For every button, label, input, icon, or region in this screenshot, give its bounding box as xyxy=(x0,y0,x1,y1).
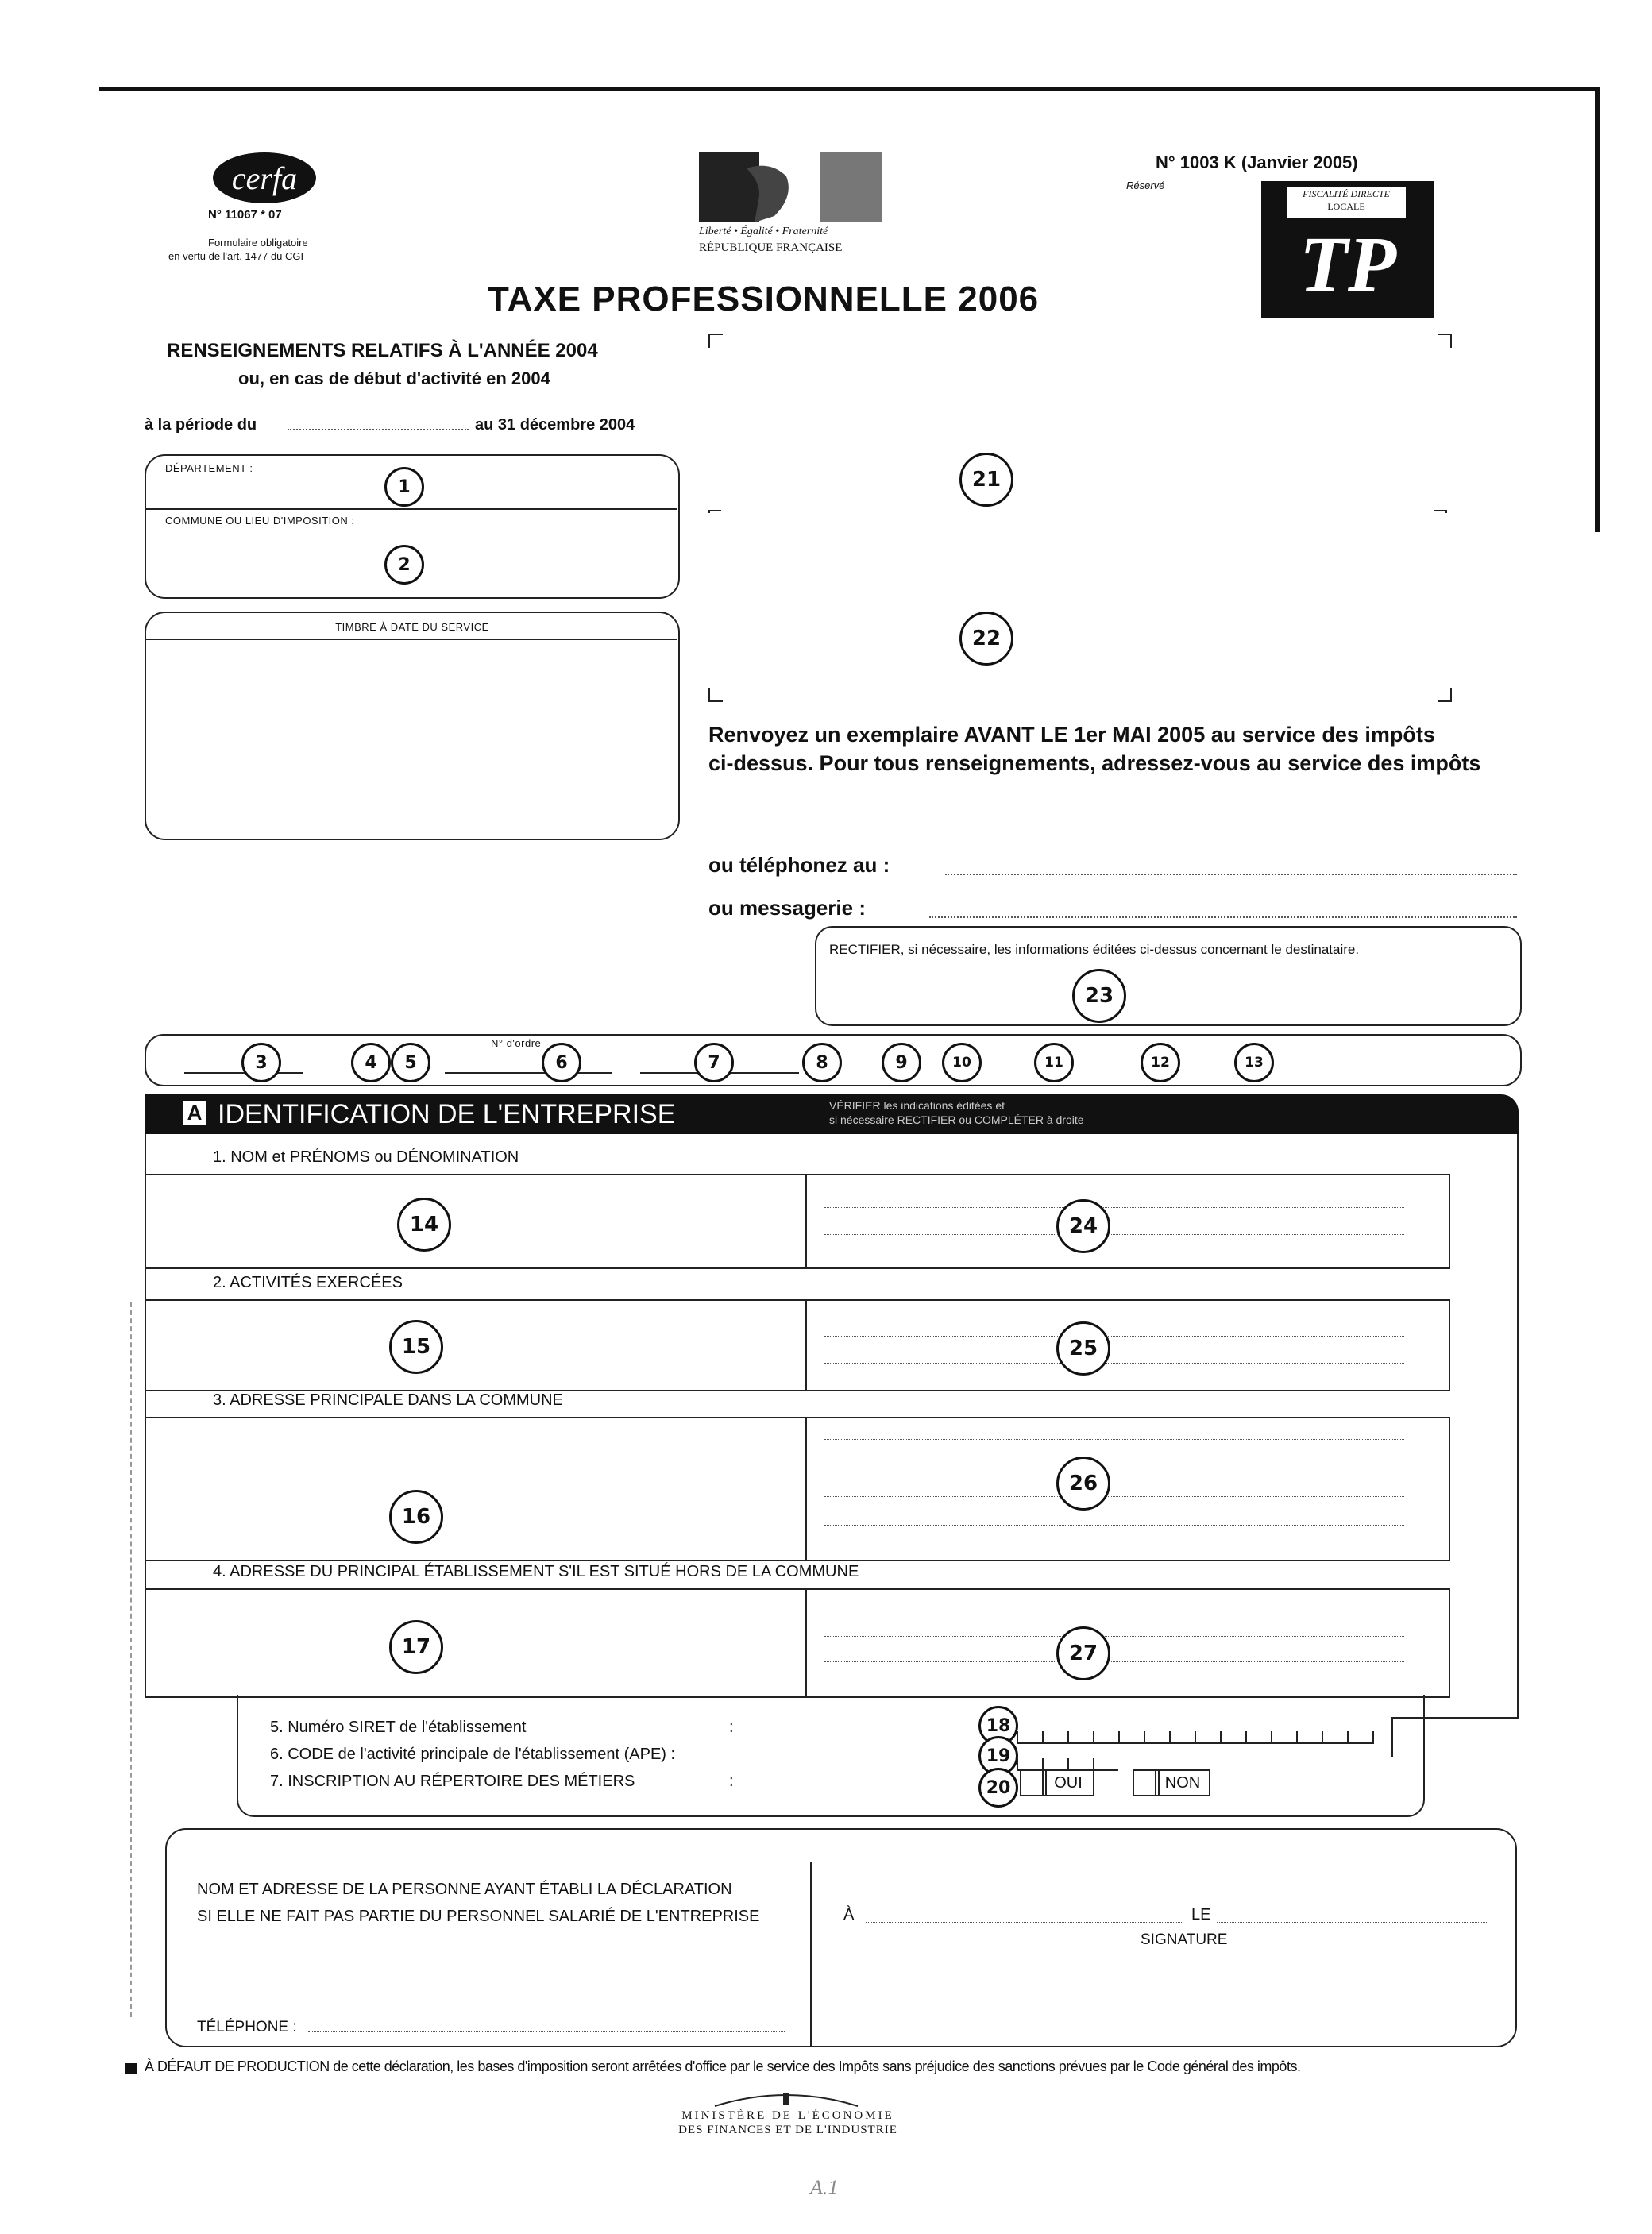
section-a-title: IDENTIFICATION DE L'ENTREPRISE xyxy=(218,1099,676,1129)
ordre-label: N° d'ordre xyxy=(488,1037,544,1049)
corner-bottom-left xyxy=(708,688,723,702)
field-number-10: 10 xyxy=(942,1043,982,1082)
q5-colon: : xyxy=(729,1719,734,1736)
departement-divider xyxy=(146,508,677,510)
ministere-logo xyxy=(699,2089,874,2108)
q2-divider xyxy=(805,1301,807,1390)
period-start-field[interactable] xyxy=(288,429,469,430)
corner-top-left xyxy=(708,334,723,348)
field-number-15: 15 xyxy=(389,1320,443,1374)
telephone-field[interactable] xyxy=(945,874,1517,875)
field-number-17: 17 xyxy=(389,1620,443,1674)
cerfa-logo-text: cerfa xyxy=(231,160,298,196)
q2-right-line-1[interactable] xyxy=(824,1336,1404,1337)
timbre-divider xyxy=(146,639,677,640)
q3-right-line-1[interactable] xyxy=(824,1439,1404,1440)
q3-divider xyxy=(805,1418,807,1560)
q4-label: 4. ADRESSE DU PRINCIPAL ÉTABLISSEMENT S'IL EST SITUÉ HORS DE LA COMMUNE xyxy=(213,1563,859,1580)
field-number-18: 18 xyxy=(978,1706,1018,1746)
page-mark: A.1 xyxy=(810,2176,839,2199)
le-label: LE xyxy=(1191,1906,1211,1923)
q1-right-line-2[interactable] xyxy=(824,1234,1404,1235)
corner-mid-right xyxy=(1434,510,1447,513)
oui-label: OUI xyxy=(1042,1769,1094,1796)
le-field[interactable] xyxy=(1217,1922,1487,1923)
field-number-19: 19 xyxy=(978,1736,1018,1776)
corner-top-right xyxy=(1438,334,1452,348)
messagerie-field[interactable] xyxy=(929,916,1517,918)
signature-label: SIGNATURE xyxy=(1141,1931,1228,1948)
order-field-6[interactable] xyxy=(445,1072,612,1074)
field-number-16: 16 xyxy=(389,1490,443,1544)
field-number-12: 12 xyxy=(1141,1043,1180,1082)
tp-badge-text: TP xyxy=(1299,220,1397,308)
field-number-27: 27 xyxy=(1056,1626,1110,1680)
q7-label: 7. INSCRIPTION AU RÉPERTOIRE DES MÉTIERS xyxy=(270,1773,635,1790)
renvoyez-line-1: Renvoyez un exemplaire AVANT LE 1er MAI 2005 au service des impôts xyxy=(708,723,1435,747)
field-number-14: 14 xyxy=(397,1198,451,1252)
footer-warning: À DÉFAUT DE PRODUCTION de cette déclaration, les bases d'imposition seront arrêtées d'office par le service des Impôts sans préjudice des sanctions prévues par le Code général des impôts. xyxy=(145,2058,1301,2074)
field-number-1: 1 xyxy=(384,467,424,507)
q5-label: 5. Numéro SIRET de l'établissement xyxy=(270,1719,527,1736)
field-number-22: 22 xyxy=(959,612,1013,666)
cerfa-number: N° 11067 * 07 xyxy=(208,208,282,222)
timbre-box xyxy=(145,612,680,840)
field-number-11: 11 xyxy=(1034,1043,1074,1082)
right-edge-rule xyxy=(1595,87,1600,532)
section-a-header xyxy=(145,1094,1519,1134)
q5-q7-box-step-v xyxy=(1391,1717,1393,1757)
declarant-telephone-field[interactable] xyxy=(308,2031,785,2032)
field-number-4: 4 xyxy=(351,1043,391,1082)
field-number-21: 21 xyxy=(959,453,1013,507)
cerfa-logo xyxy=(213,152,316,203)
field-number-5: 5 xyxy=(391,1043,430,1082)
q5-q7-box-step xyxy=(1391,1717,1519,1719)
field-number-7: 7 xyxy=(694,1043,734,1082)
fiscalite-line-1: FISCALITÉ DIRECTE xyxy=(1303,188,1390,199)
section-a-letter: A xyxy=(183,1101,206,1125)
republique-francaise: RÉPUBLIQUE FRANÇAISE xyxy=(699,241,843,254)
field-number-8: 8 xyxy=(802,1043,842,1082)
commune-label: COMMUNE OU LIEU D'IMPOSITION : xyxy=(165,515,355,527)
declarant-line-2: SI ELLE NE FAIT PAS PARTIE DU PERSONNEL SALARIÉ DE L'ENTREPRISE xyxy=(197,1908,760,1925)
q4-row xyxy=(145,1588,1450,1698)
ministere-line-1: MINISTÈRE DE L'ÉCONOMIE xyxy=(681,2109,894,2122)
top-rule xyxy=(99,87,1600,91)
q2-label: 2. ACTIVITÉS EXERCÉES xyxy=(213,1274,403,1291)
ministere-line-2: DES FINANCES ET DE L'INDUSTRIE xyxy=(678,2124,897,2136)
field-number-6: 6 xyxy=(542,1043,581,1082)
marianne-motto: Liberté • Égalité • Fraternité xyxy=(699,226,828,237)
rectifier-text: RECTIFIER, si nécessaire, les informations éditées ci-dessus concernant le destinataire. xyxy=(829,942,1360,957)
subtitle-2: ou, en cas de début d'activité en 2004 xyxy=(238,368,550,388)
declarant-box xyxy=(165,1828,1517,2047)
non-label: NON xyxy=(1155,1769,1210,1796)
field-number-2: 2 xyxy=(384,545,424,585)
reserve-label: Réservé xyxy=(1126,179,1165,191)
declarant-divider xyxy=(810,1862,812,2046)
q6-label: 6. CODE de l'activité principale de l'établissement (APE) : xyxy=(270,1746,676,1763)
departement-label: DÉPARTEMENT : xyxy=(165,462,253,474)
field-number-20: 20 xyxy=(978,1768,1018,1808)
q3-right-line-3[interactable] xyxy=(824,1496,1404,1497)
cerfa-note-2: en vertu de l'art. 1477 du CGI xyxy=(168,250,304,262)
warning-bullet xyxy=(125,2063,137,2074)
form-number: N° 1003 K (Janvier 2005) xyxy=(1156,152,1358,172)
departement-commune-box xyxy=(145,454,680,599)
field-number-3: 3 xyxy=(241,1043,281,1082)
section-a-frame-right xyxy=(1517,1134,1519,1717)
telephone-label: ou téléphonez au : xyxy=(708,853,890,877)
fiscalite-line-2: LOCALE xyxy=(1327,201,1365,212)
q1-label: 1. NOM et PRÉNOMS ou DÉNOMINATION xyxy=(213,1148,519,1166)
rectifier-box xyxy=(815,926,1522,1026)
timbre-label: TIMBRE À DATE DU SERVICE xyxy=(335,621,489,633)
renvoyez-line-2: ci-dessus. Pour tous renseignements, adressez-vous au service des impôts xyxy=(708,751,1481,775)
main-title: TAXE PROFESSIONNELLE 2006 xyxy=(488,280,1040,318)
field-number-9: 9 xyxy=(882,1043,921,1082)
field-number-24: 24 xyxy=(1056,1199,1110,1253)
order-number-row xyxy=(145,1034,1522,1086)
corner-bottom-right xyxy=(1438,688,1452,702)
declarant-telephone-label: TÉLÉPHONE : xyxy=(197,2019,297,2035)
tp-badge xyxy=(1261,181,1434,318)
q1-right-line-1[interactable] xyxy=(824,1207,1404,1208)
q3-label: 3. ADRESSE PRINCIPALE DANS LA COMMUNE xyxy=(213,1391,563,1409)
q3-right-line-4[interactable] xyxy=(824,1525,1404,1526)
marianne-logo xyxy=(699,152,882,222)
q4-divider xyxy=(805,1590,807,1696)
declarant-line-1: NOM ET ADRESSE DE LA PERSONNE AYANT ÉTABLI LA DÉCLARATION xyxy=(197,1881,732,1898)
margin-marks xyxy=(130,1302,133,2017)
subtitle-1: RENSEIGNEMENTS RELATIFS À L'ANNÉE 2004 xyxy=(167,340,598,361)
corner-mid-left xyxy=(708,510,721,513)
q2-right-line-2[interactable] xyxy=(824,1363,1404,1364)
a-field[interactable] xyxy=(866,1922,1183,1923)
section-a-verify-2: si nécessaire RECTIFIER ou COMPLÉTER à droite xyxy=(829,1113,1084,1126)
field-number-23: 23 xyxy=(1072,969,1126,1023)
section-a-verify-1: VÉRIFIER les indications éditées et xyxy=(829,1099,1005,1112)
field-number-13: 13 xyxy=(1234,1043,1274,1082)
messagerie-label: ou messagerie : xyxy=(708,896,866,920)
period-end: au 31 décembre 2004 xyxy=(475,416,635,434)
q4-right-line-2[interactable] xyxy=(824,1636,1404,1637)
q2-row xyxy=(145,1299,1450,1391)
q1-row xyxy=(145,1174,1450,1269)
q1-divider xyxy=(805,1175,807,1267)
fiscalite-box xyxy=(1287,187,1406,218)
siret-field[interactable] xyxy=(1017,1731,1374,1744)
field-number-26: 26 xyxy=(1056,1457,1110,1511)
q7-colon: : xyxy=(729,1773,734,1790)
a-label: À xyxy=(843,1906,855,1923)
period-label: à la période du xyxy=(145,416,257,434)
cerfa-note-1: Formulaire obligatoire xyxy=(208,237,308,249)
q3-row xyxy=(145,1417,1450,1561)
q4-right-line-3[interactable] xyxy=(824,1661,1404,1662)
field-number-25: 25 xyxy=(1056,1321,1110,1376)
